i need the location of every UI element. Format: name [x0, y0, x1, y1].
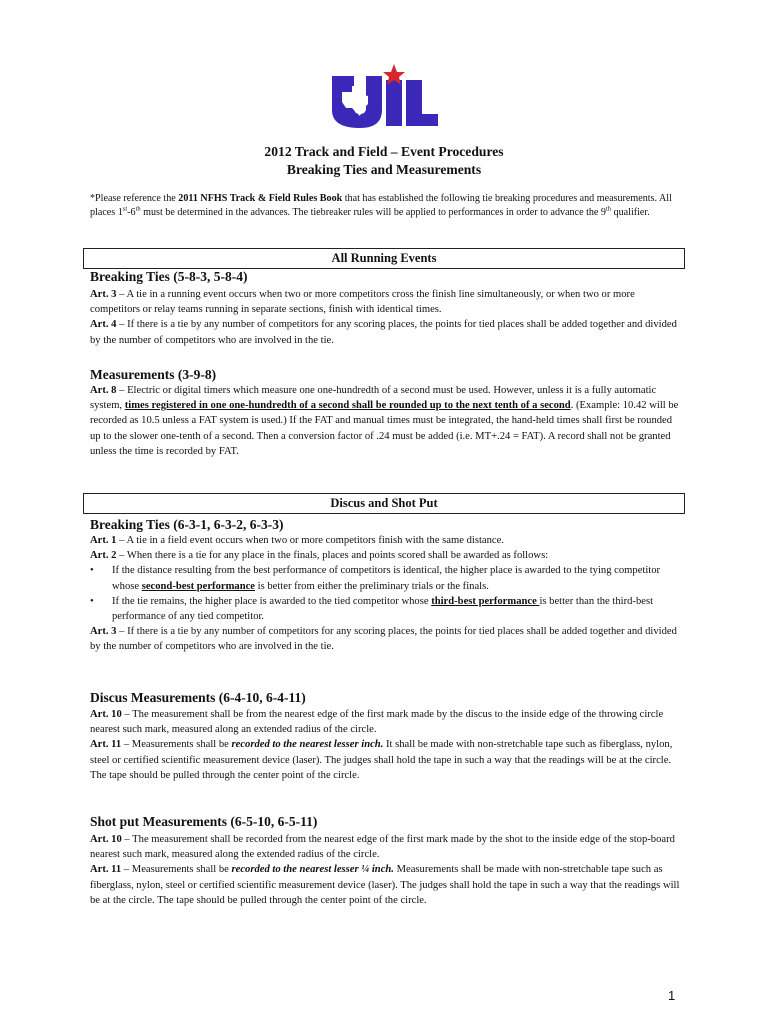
- running-ties-heading: Breaking Ties (5-8-3, 5-8-4): [90, 269, 248, 284]
- list-item: [90, 563, 680, 593]
- discus-measurements-text: [90, 707, 680, 783]
- field-ties-heading: Breaking Ties (6-3-1, 6-3-2, 6-3-3): [90, 517, 284, 532]
- section-header-running: All Running Events: [83, 248, 685, 269]
- bullet-text: is better from either the preliminary trials or the finals.: [255, 580, 489, 592]
- shot-put-measurements-heading: Shot put Measurements (6-5-10, 6-5-11): [90, 814, 318, 829]
- page-number: 1: [668, 988, 676, 1003]
- superscript: st: [122, 205, 128, 213]
- intro-text: -6: [127, 206, 136, 218]
- article-label: Art. 4: [90, 319, 117, 331]
- article-label: Art. 10: [90, 709, 122, 720]
- intro-note: [90, 192, 690, 219]
- section-header-discus-shot: Discus and Shot Put: [83, 493, 685, 514]
- article-text: – When there is a tie for any place in the finals, places and points scored shall be awarded as follows:: [116, 550, 549, 562]
- running-measurements-text: [90, 383, 680, 459]
- article-text: – The measurement shall be from the nearest edge of the first mark made by the discus to the inside edge of the throwing circle nearest such mark, measured along an extended radius of the circle.: [90, 709, 664, 736]
- article-text: – If there is a tie by any number of competitors for any scoring places, the points for tied places shall be added together and divided by the number of competitors who are involved in the tie.: [90, 319, 677, 346]
- bullet-text: If the distance resulting from the best performance of competitors is identical, the higher place is awarded to the tying competitor whose: [112, 565, 661, 592]
- article-text: – A tie in a field event occurs when two or more competitors finish with the same distance.: [116, 535, 504, 546]
- rules-book-ref: 2011 NFHS Track & Field Rules Book: [178, 193, 343, 204]
- uil-logo: [328, 62, 440, 132]
- discus-measurements-heading: Discus Measurements (6-4-10, 6-4-11): [90, 690, 306, 705]
- article-label: Art. 3: [90, 289, 117, 300]
- article-text: – Measurements shall be: [121, 739, 232, 751]
- list-item: [90, 594, 680, 624]
- intro-text: *Please reference the: [90, 193, 179, 204]
- third-best-term: third-best performance: [431, 595, 540, 607]
- article-text: – Electric or digital timers which measure one one-hundredth of a second must be used. However, unless it is a fully automatic system,: [90, 385, 657, 412]
- bullet-text: is better than the third-best performance of any tied competitor.: [112, 595, 654, 623]
- precision-rule: recorded to the nearest lesser inch.: [231, 739, 384, 751]
- field-ties-text: [90, 533, 680, 655]
- running-ties-text: [90, 287, 680, 348]
- article-text: Measurements shall be made with non-stretchable tape such as fiberglass, nylon, steel or certified scientific measurement device (laser). The judges shall hold the tape in such a way that the readings will be at the circle. The tape should be pulled through the center point of the circle.: [90, 864, 680, 906]
- intro-text: that has established the following tie breaking procedures and measurements. All places 1: [90, 193, 672, 218]
- article-label: Art. 10: [90, 834, 122, 845]
- page-title: 2012 Track and Field – Event Procedures: [264, 144, 504, 159]
- bullet-text: If the tie remains, the higher place is awarded to the tied competitor whose: [112, 595, 432, 607]
- second-best-term: second-best performance: [141, 580, 255, 592]
- bullet-icon: •: [90, 595, 94, 607]
- precision-rule: recorded to the nearest lesser ¼ inch.: [231, 864, 394, 876]
- article-text: – A tie in a running event occurs when two or more competitors cross the finish line simultaneously, or when two or more competitors or relay teams running in separate sections, finish with identical times.: [90, 289, 635, 316]
- article-label: Art. 11: [90, 739, 122, 751]
- article-label: Art. 2: [90, 550, 117, 562]
- article-label: Art. 3: [90, 626, 117, 638]
- rounding-rule: times registered in one one-hundredth of a second shall be rounded up to the next tenth of a second: [124, 400, 571, 412]
- superscript: th: [605, 205, 612, 213]
- shot-put-measurements-text: [90, 832, 680, 908]
- intro-text: must be determined in the advances. The tiebreaker rules will be applied to performances in order to advance the 9: [140, 206, 606, 218]
- intro-text: qualifier.: [611, 206, 650, 218]
- superscript: th: [135, 205, 141, 213]
- article-text: – If there is a tie by any number of competitors for any scoring places, the points for tied places shall be added together and divided by the number of competitors who are involved in the tie.: [90, 626, 677, 653]
- article-text: – The measurement shall be recorded from the nearest edge of the first mark made by the shot to the inside edge of the stop-board nearest such mark, measured along the extended radius of the circle.: [90, 834, 675, 861]
- article-label: Art. 11: [90, 864, 122, 876]
- article-text: – Measurements shall be: [121, 864, 232, 876]
- page-subtitle: Breaking Ties and Measurements: [286, 162, 482, 177]
- running-measurements-heading: Measurements (3-9-8): [90, 367, 217, 382]
- article-text: It shall be made with non-stretchable tape such as fiberglass, nylon, steel or certified scientific measurement device (laser). The judges shall hold the tape in such a way that the readings will be at the circle. The tape should be pulled through the center point of the circle.: [90, 739, 673, 781]
- article-label: Art. 8: [90, 385, 117, 396]
- article-label: Art. 1: [90, 535, 117, 546]
- bullet-icon: •: [90, 565, 94, 577]
- article-text: . (Example: 10.42 will be recorded as 10.5 unless a FAT system is used.) If the FAT and manual times must be integrated, the hand-held times shall first be rounded up to the slower one-tenth of a second. Then a conversion factor of .24 must be added (i.e. MT+.24 = FAT). A record shall not be granted unless the time is recorded by FAT.: [90, 400, 679, 457]
